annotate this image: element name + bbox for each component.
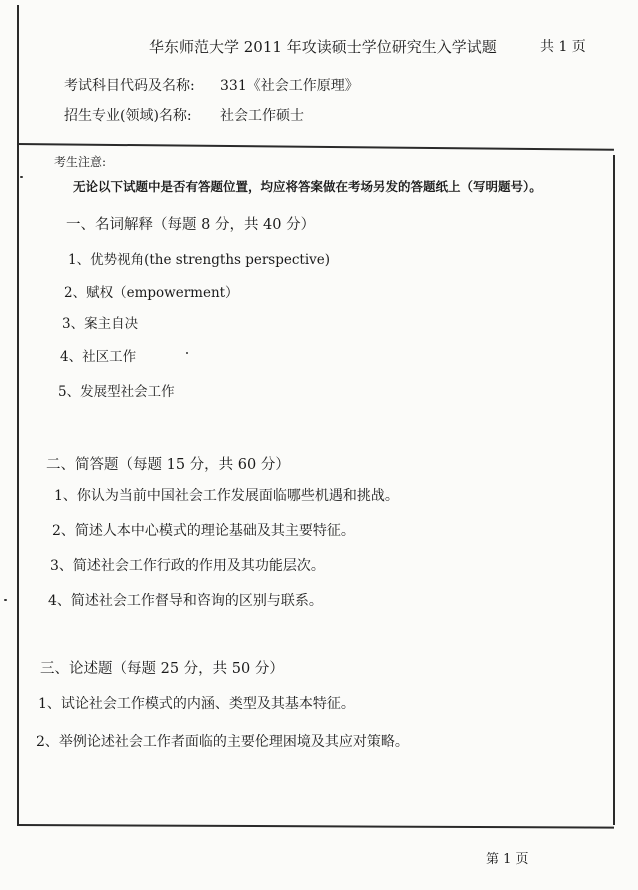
scan-speck — [4, 599, 7, 601]
page-number: 第 1 页 — [486, 852, 529, 867]
scan-speck — [20, 176, 23, 178]
notice-text: 无论以下试题中是否有答题位置，均应将答案做在考场另发的答题纸上（写明题号）。 — [73, 179, 542, 194]
question-item: 3、案主自决 — [62, 316, 139, 332]
page-frame-left — [17, 5, 19, 825]
question-item: 1、你认为当前中国社会工作发展面临哪些机遇和挑战。 — [54, 488, 399, 504]
question-item: 1、试论社会工作模式的内涵、类型及其基本特征。 — [38, 696, 355, 712]
question-item: 1、优势视角(the strengths perspective) — [68, 252, 331, 268]
question-item: 4、简述社会工作督导和咨询的区别与联系。 — [48, 593, 323, 609]
subject-label: 考试科目代码及名称: — [64, 78, 195, 94]
question-item: 3、简述社会工作行政的作用及其功能层次。 — [50, 558, 325, 574]
subject-value: 331《社会工作原理》 — [220, 78, 359, 94]
question-item: 5、发展型社会工作 — [58, 384, 175, 400]
page-frame-bottom — [17, 824, 614, 828]
major-value: 社会工作硕士 — [220, 108, 304, 124]
page-frame-right — [613, 155, 615, 825]
question-item: 4、社区工作 — [60, 349, 137, 365]
section-heading: 一、名词解释（每题 8 分，共 40 分） — [66, 217, 316, 233]
major-label: 招生专业(领域)名称: — [64, 108, 192, 124]
notice-title: 考生注意: — [54, 155, 107, 169]
page-total: 共 1 页 — [540, 39, 586, 55]
question-item: 2、举例论述社会工作者面临的主要伦理困境及其应对策略。 — [36, 734, 409, 750]
scan-speck — [186, 352, 188, 354]
section-heading: 三、论述题（每题 25 分，共 50 分） — [40, 661, 284, 677]
section-heading: 二、简答题（每题 15 分，共 60 分） — [46, 457, 290, 473]
question-item: 2、简述人本中心模式的理论基础及其主要特征。 — [52, 523, 355, 539]
header-divider — [17, 143, 614, 150]
exam-title: 华东师范大学 2011 年攻读硕士学位研究生入学试题 — [149, 38, 497, 56]
question-item: 2、赋权（empowerment） — [64, 285, 239, 301]
